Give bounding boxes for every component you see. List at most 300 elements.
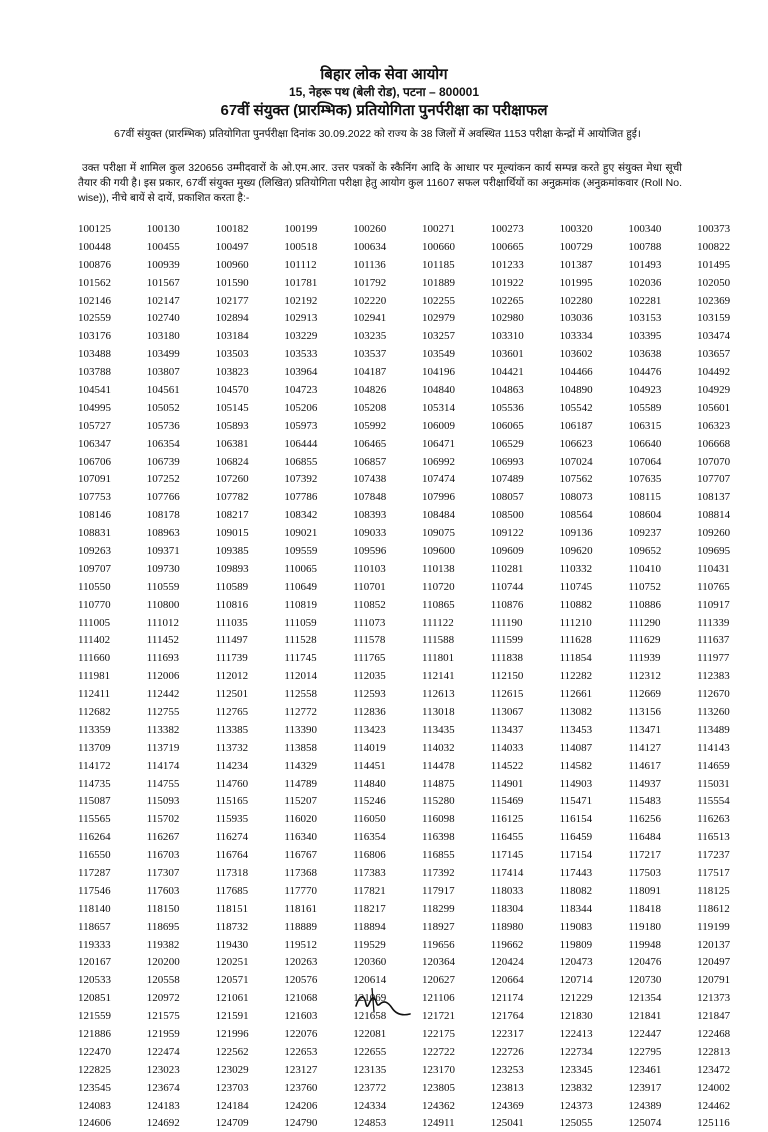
roll-number-cell: 102036 (628, 276, 662, 289)
roll-number-cell: 114329 (284, 759, 317, 772)
roll-number-cell: 112150 (490, 670, 524, 683)
roll-number-cell: 113382 (146, 723, 180, 736)
roll-number-cell: 117217 (628, 849, 661, 862)
roll-number-cell: 111122 (421, 616, 454, 629)
table-row (70, 560, 758, 578)
roll-number-cell: 112312 (628, 670, 661, 683)
roll-number-cell: 117546 (78, 884, 111, 897)
roll-number-cell: 114901 (490, 777, 524, 790)
roll-number-cell: 108137 (697, 491, 731, 504)
roll-number-cell: 117307 (146, 867, 180, 879)
roll-number-cell: 101562 (78, 276, 111, 289)
roll-number-cell: 121373 (697, 992, 731, 1005)
roll-number-cell: 121996 (215, 1028, 249, 1041)
roll-number-cell: 110559 (146, 580, 180, 593)
roll-number-cell: 105589 (628, 401, 662, 414)
roll-number-cell: 111838 (490, 652, 523, 665)
roll-number-cell: 116398 (421, 831, 455, 844)
roll-number-cell: 117154 (559, 849, 593, 862)
roll-number-cell: 110103 (353, 562, 386, 575)
roll-number-cell: 121603 (284, 1010, 318, 1023)
roll-number-cell: 124369 (490, 1099, 524, 1112)
roll-number-cell: 109015 (215, 527, 249, 540)
roll-number-cell: 103537 (353, 348, 387, 361)
roll-number-cell: 104890 (559, 383, 593, 396)
roll-number-cell: 112442 (146, 688, 180, 701)
roll-number-cell: 120251 (215, 956, 249, 969)
roll-number-cell: 120714 (559, 974, 593, 987)
roll-number-cell: 123253 (490, 1063, 524, 1076)
roll-number-cell: 110065 (284, 562, 317, 575)
roll-number-cell: 103159 (697, 312, 731, 325)
roll-number-cell: 112593 (353, 688, 386, 701)
roll-number-cell: 115565 (78, 813, 111, 826)
roll-number-cell: 111939 (628, 652, 661, 665)
roll-number-cell: 121959 (146, 1028, 180, 1041)
roll-number-cell: 115246 (353, 795, 386, 808)
roll-number-cell: 107392 (284, 473, 318, 486)
roll-number-cell: 116703 (146, 849, 180, 862)
roll-number-cell: 113858 (284, 741, 317, 754)
roll-number-cell: 114033 (490, 741, 524, 754)
roll-number-cell: 115165 (215, 795, 249, 808)
roll-number-cell: 116484 (628, 831, 661, 844)
roll-number-cell: 122447 (628, 1028, 662, 1041)
roll-number-cell: 117383 (353, 867, 386, 879)
table-row (70, 238, 758, 256)
roll-number-cell: 111739 (215, 652, 248, 665)
roll-number-cell: 123023 (146, 1063, 180, 1076)
roll-number-cell: 116098 (421, 813, 455, 826)
table-row (70, 417, 758, 435)
roll-number-cell: 111629 (628, 634, 661, 647)
roll-number-cell: 113489 (697, 723, 730, 736)
roll-number-cell: 107562 (559, 473, 593, 486)
roll-number-cell: 111628 (559, 634, 592, 647)
roll-number-cell: 104421 (490, 366, 524, 379)
roll-number-cell: 112613 (421, 688, 455, 701)
roll-number-cell: 113156 (628, 705, 661, 718)
table-row (70, 828, 758, 846)
roll-number-cell: 114840 (353, 777, 386, 790)
table-row (70, 292, 758, 310)
roll-number-cell: 121229 (559, 992, 593, 1005)
roll-number-cell: 114937 (628, 777, 661, 790)
roll-number-cell: 102146 (78, 294, 111, 307)
roll-number-cell: 110138 (421, 562, 455, 575)
roll-number-cell: 117318 (215, 867, 249, 879)
roll-number-cell: 108814 (697, 509, 731, 522)
roll-number-cell: 124709 (215, 1117, 249, 1130)
table-row (70, 488, 758, 506)
roll-number-cell: 119809 (559, 938, 593, 951)
roll-number-cell: 123813 (490, 1081, 524, 1094)
roll-number-cell: 122470 (78, 1045, 111, 1058)
roll-number-cell: 117603 (146, 884, 180, 897)
roll-number-cell: 103395 (628, 330, 662, 343)
roll-number-cell: 104826 (353, 383, 387, 396)
roll-number-cell: 111073 (353, 616, 386, 629)
roll-number-cell: 112141 (421, 670, 455, 683)
roll-number-cell: 108604 (628, 509, 662, 522)
roll-number-cell: 116459 (559, 831, 593, 844)
roll-number-cell: 104541 (78, 383, 111, 396)
roll-number-cell: 113385 (215, 723, 249, 736)
roll-number-cell: 106354 (146, 437, 180, 450)
roll-number-cell: 106706 (78, 455, 111, 468)
roll-number-cell: 103499 (146, 348, 180, 361)
exam-info-paragraph: 67वीं संयुक्त (प्रारम्भिक) प्रतियोगिता पुनर्परीक्षा दिनांक 30.09.2022 को राज्य के 38 जिलों में अवस्थित 1153 परीक्षा केन्द्रों में आयोजित हुई। (114, 128, 641, 140)
roll-number-cell: 122317 (490, 1028, 524, 1041)
roll-number-cell: 114735 (78, 777, 111, 790)
roll-number-cell: 103823 (215, 366, 249, 379)
roll-number-cell: 122825 (78, 1063, 111, 1076)
roll-number-cell: 108484 (421, 509, 455, 522)
roll-number-cell: 100939 (146, 258, 180, 271)
roll-number-cell: 107091 (78, 473, 111, 486)
roll-number-cell: 114582 (559, 759, 593, 772)
roll-number-cell: 118299 (421, 902, 455, 915)
roll-number-cell: 108115 (628, 491, 661, 504)
roll-number-cell: 111637 (697, 634, 730, 647)
roll-number-cell: 103503 (215, 348, 249, 361)
roll-number-cell: 102265 (490, 294, 524, 307)
roll-number-cell: 124184 (215, 1099, 249, 1112)
roll-number-cell: 111854 (559, 652, 592, 665)
table-row (70, 936, 758, 954)
roll-number-cell: 121069 (353, 992, 387, 1005)
roll-number-cell: 116455 (490, 831, 524, 844)
table-row (70, 971, 758, 989)
roll-number-cell: 125116 (697, 1117, 730, 1130)
roll-number-cell: 115207 (284, 795, 317, 808)
roll-number-cell: 109260 (697, 527, 731, 540)
roll-number-cell: 107848 (353, 491, 387, 504)
roll-number-cell: 106623 (559, 437, 593, 450)
roll-number-cell: 109371 (146, 544, 180, 557)
roll-number-cell: 110876 (490, 598, 524, 611)
roll-number-cell: 100320 (559, 222, 593, 235)
roll-number-cell: 118091 (628, 884, 661, 897)
roll-number-cell: 116264 (78, 831, 111, 844)
roll-number-cell: 116340 (284, 831, 317, 844)
roll-number-cell: 104466 (559, 366, 593, 379)
roll-number-cell: 105601 (697, 401, 731, 414)
roll-number-cell: 111402 (78, 634, 111, 647)
roll-number-cell: 107260 (215, 473, 249, 486)
roll-number-cell: 121068 (284, 992, 318, 1005)
roll-number-cell: 118418 (628, 902, 661, 915)
table-row (70, 846, 758, 864)
roll-number-cell: 107474 (421, 473, 455, 486)
roll-number-cell: 120497 (697, 956, 731, 969)
roll-number-cell: 117237 (697, 849, 730, 862)
roll-number-cell: 104196 (421, 366, 455, 379)
roll-number-cell: 100455 (146, 240, 180, 253)
table-row (70, 614, 758, 632)
roll-number-cell: 120664 (490, 974, 524, 987)
roll-number-cell: 117368 (284, 867, 317, 879)
roll-number-cell: 122468 (697, 1028, 731, 1041)
roll-number-cell: 101387 (559, 258, 593, 271)
roll-number-cell: 108831 (78, 527, 111, 540)
roll-number-cell: 121830 (559, 1010, 593, 1023)
roll-number-cell: 102740 (146, 312, 180, 325)
roll-number-cell: 116855 (421, 849, 455, 862)
roll-number-cell: 103153 (628, 312, 662, 325)
roll-number-cell: 114172 (78, 759, 111, 772)
roll-number-cell: 121658 (353, 1010, 387, 1023)
roll-number-cell: 109707 (78, 562, 111, 575)
roll-number-cell: 110745 (559, 580, 593, 593)
roll-number-cell: 100340 (628, 222, 662, 235)
roll-number-cell: 121591 (215, 1010, 249, 1023)
roll-number-cell: 119656 (421, 938, 455, 951)
table-row (70, 524, 758, 542)
roll-number-cell: 106993 (490, 455, 524, 468)
roll-number-cell: 121847 (697, 1010, 731, 1023)
roll-number-table (70, 220, 758, 1132)
roll-number-cell: 122795 (628, 1045, 662, 1058)
roll-number-cell: 101136 (353, 258, 386, 271)
roll-number-cell: 114478 (421, 759, 455, 772)
roll-number-cell: 120851 (78, 992, 111, 1005)
roll-number-cell: 106855 (284, 455, 318, 468)
organization-name: बिहार लोक सेवा आयोग (320, 66, 448, 83)
roll-number-cell: 103257 (421, 330, 455, 343)
roll-number-cell: 110431 (697, 562, 730, 575)
roll-number-cell: 114143 (697, 741, 730, 754)
roll-number-cell: 109730 (146, 562, 180, 575)
roll-number-cell: 114234 (215, 759, 249, 772)
table-row (70, 1025, 758, 1043)
roll-number-cell: 115471 (559, 795, 593, 808)
table-row (70, 381, 758, 399)
roll-number-cell: 115554 (697, 795, 730, 808)
table-row (70, 793, 758, 811)
roll-number-cell: 110917 (697, 598, 730, 611)
roll-number-cell: 103533 (284, 348, 318, 361)
table-row (70, 918, 758, 936)
roll-number-cell: 119662 (490, 938, 524, 951)
table-row (70, 810, 758, 828)
roll-number-cell: 116154 (559, 813, 593, 826)
roll-number-cell: 111528 (284, 634, 317, 647)
roll-number-cell: 112501 (215, 688, 249, 701)
roll-number-cell: 105208 (353, 401, 387, 414)
roll-number-cell: 120614 (353, 974, 387, 987)
roll-number-cell: 112772 (284, 705, 317, 718)
roll-number-cell: 113453 (559, 723, 593, 736)
roll-number-cell: 103638 (628, 348, 662, 361)
roll-number-cell: 110882 (559, 598, 593, 611)
roll-number-cell: 123772 (353, 1081, 387, 1094)
roll-number-cell: 109136 (559, 527, 593, 540)
roll-number-cell: 121764 (490, 1010, 524, 1023)
table-row (70, 1097, 758, 1115)
roll-number-cell: 106315 (628, 419, 662, 432)
roll-number-cell: 110720 (421, 580, 455, 593)
table-row (70, 989, 758, 1007)
table-row (70, 399, 758, 417)
roll-number-cell: 106347 (78, 437, 111, 450)
roll-number-cell: 117503 (628, 867, 661, 879)
roll-number-cell: 103180 (146, 330, 180, 343)
roll-number-cell: 112411 (78, 688, 111, 701)
roll-number-cell: 102255 (421, 294, 455, 307)
roll-number-cell: 114659 (697, 759, 730, 772)
roll-number-cell: 100125 (78, 222, 111, 235)
roll-number-cell: 105542 (559, 401, 593, 414)
roll-number-cell: 124462 (697, 1099, 731, 1112)
roll-number-cell: 122734 (559, 1045, 593, 1058)
roll-number-cell: 119512 (284, 938, 317, 951)
table-row (70, 578, 758, 596)
roll-number-cell: 107707 (697, 473, 731, 486)
roll-number-cell: 117770 (284, 884, 317, 897)
roll-number-cell: 113437 (490, 723, 524, 736)
roll-number-cell: 112035 (353, 670, 386, 683)
roll-number-cell: 120137 (697, 938, 731, 951)
roll-number-cell: 124911 (421, 1117, 455, 1130)
roll-number-cell: 110410 (628, 562, 661, 575)
roll-number-cell: 105973 (284, 419, 318, 432)
table-row (70, 667, 758, 685)
roll-number-cell: 100729 (559, 240, 593, 253)
roll-number-cell: 123674 (146, 1081, 180, 1094)
roll-number-cell: 121575 (146, 1010, 180, 1023)
roll-number-cell: 111801 (421, 652, 455, 665)
roll-number-cell: 102980 (490, 312, 524, 325)
roll-number-cell: 103176 (78, 330, 111, 343)
roll-number-cell: 120730 (628, 974, 662, 987)
table-row (70, 775, 758, 793)
table-row (70, 721, 758, 739)
roll-number-cell: 112836 (353, 705, 386, 718)
roll-number-cell: 109559 (284, 544, 318, 557)
roll-number-cell: 101781 (284, 276, 318, 289)
roll-number-cell: 122081 (353, 1028, 387, 1041)
table-row (70, 1043, 758, 1061)
roll-number-cell: 111497 (215, 634, 248, 647)
roll-number-cell: 119333 (78, 938, 111, 951)
roll-number-cell: 109033 (353, 527, 387, 540)
roll-number-cell: 120533 (78, 974, 111, 987)
roll-number-cell: 101922 (490, 276, 524, 289)
roll-number-cell: 112765 (215, 705, 249, 718)
roll-number-cell: 107489 (490, 473, 524, 486)
table-row (70, 954, 758, 972)
roll-number-cell: 109596 (353, 544, 387, 557)
roll-number-cell: 109609 (490, 544, 524, 557)
roll-number-cell: 100634 (353, 240, 387, 253)
roll-number-cell: 118151 (215, 902, 249, 915)
roll-number-cell: 108178 (146, 509, 180, 522)
roll-number-cell: 107766 (146, 491, 180, 504)
roll-number-cell: 101792 (353, 276, 387, 289)
roll-number-cell: 104570 (215, 383, 249, 396)
roll-number-cell: 118612 (697, 902, 730, 915)
table-row (70, 345, 758, 363)
roll-number-cell: 100660 (421, 240, 455, 253)
roll-number-cell: 113390 (284, 723, 317, 736)
roll-number-cell: 120627 (421, 974, 455, 987)
roll-number-cell: 118217 (353, 902, 386, 915)
roll-number-cell: 117917 (421, 884, 455, 897)
roll-number-cell: 109600 (421, 544, 455, 557)
roll-number-cell: 120360 (353, 956, 387, 969)
roll-number-cell: 107070 (697, 455, 731, 468)
roll-number-cell: 114617 (628, 759, 661, 772)
roll-number-cell: 100822 (697, 240, 731, 253)
roll-number-cell: 111745 (284, 652, 317, 665)
roll-number-cell: 123545 (78, 1081, 111, 1094)
table-row (70, 757, 758, 775)
roll-number-cell: 106739 (146, 455, 180, 468)
roll-number-cell: 122076 (284, 1028, 318, 1041)
roll-number-cell: 101995 (559, 276, 593, 289)
roll-number-cell: 100876 (78, 258, 111, 271)
signature (352, 984, 412, 1018)
roll-number-cell: 119199 (697, 920, 730, 933)
roll-number-cell: 108057 (490, 491, 524, 504)
roll-number-cell: 102894 (215, 312, 249, 325)
roll-number-cell: 100497 (215, 240, 249, 253)
roll-number-cell: 112383 (697, 670, 730, 683)
roll-number-cell: 106471 (421, 437, 455, 450)
roll-number-cell: 122175 (421, 1028, 455, 1041)
roll-number-cell: 121721 (421, 1010, 455, 1023)
roll-number-cell: 100260 (353, 222, 387, 235)
roll-number-cell: 124389 (628, 1099, 662, 1112)
roll-number-cell: 124183 (146, 1099, 180, 1112)
roll-number-cell: 101112 (284, 258, 317, 271)
roll-number-cell: 119382 (146, 938, 180, 951)
roll-number-cell: 118161 (284, 902, 317, 915)
roll-number-cell: 110800 (146, 598, 180, 611)
roll-number-cell: 110886 (628, 598, 661, 611)
roll-number-cell: 118150 (146, 902, 180, 915)
roll-number-cell: 123127 (284, 1063, 318, 1076)
roll-number-cell: 111290 (628, 616, 661, 629)
roll-number-cell: 120791 (697, 974, 731, 987)
roll-number-cell: 121106 (421, 992, 455, 1005)
table-row (70, 470, 758, 488)
roll-number-cell: 117821 (353, 884, 386, 897)
roll-number-cell: 100448 (78, 240, 111, 253)
roll-number-cell: 125041 (490, 1117, 524, 1130)
roll-number-cell: 115483 (628, 795, 661, 808)
roll-number-cell: 118980 (490, 920, 524, 933)
roll-number-cell: 111059 (284, 616, 317, 629)
roll-number-cell: 112558 (284, 688, 317, 701)
roll-number-cell: 103334 (559, 330, 593, 343)
table-row (70, 596, 758, 614)
roll-number-cell: 116354 (353, 831, 386, 844)
table-row (70, 703, 758, 721)
roll-number-cell: 106857 (353, 455, 387, 468)
roll-number-cell: 119948 (628, 938, 661, 951)
roll-number-cell: 106009 (421, 419, 455, 432)
roll-number-cell: 124206 (284, 1099, 318, 1112)
roll-number-cell: 116764 (215, 849, 249, 862)
roll-number-cell: 109385 (215, 544, 249, 557)
roll-number-cell: 121061 (215, 992, 249, 1005)
table-row (70, 1007, 758, 1025)
roll-number-cell: 109122 (490, 527, 524, 540)
roll-number-cell: 123760 (284, 1081, 318, 1094)
roll-number-cell: 104476 (628, 366, 662, 379)
